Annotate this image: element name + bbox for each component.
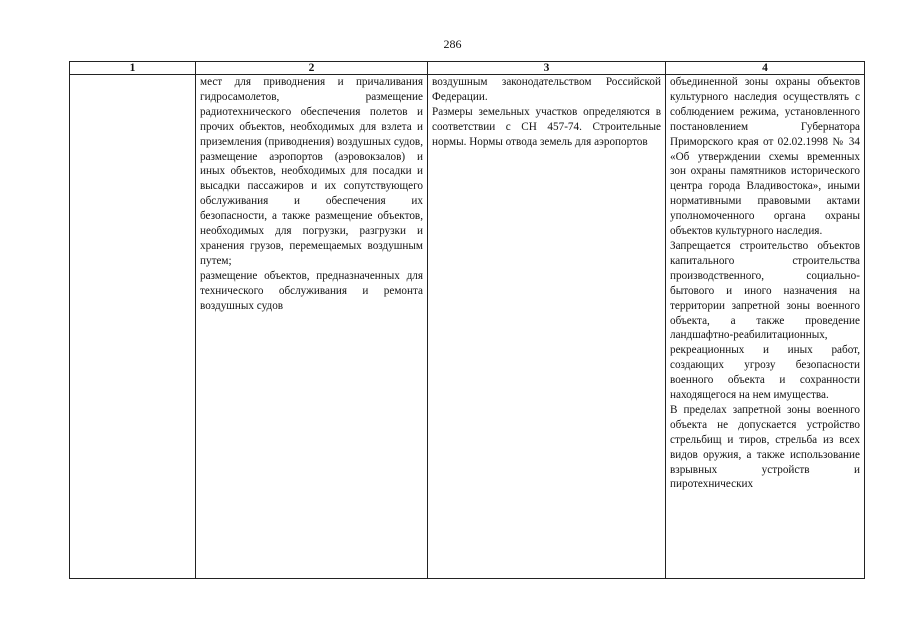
col4-paragraph: Запрещается строительство объектов капитального строительства производственного, социально-бытового и иного назначения на территории запретной зоны военного объекта, а также проведение ландшафтно-реабилитационных, рекреационных и иных работ, создающих угрозу безопасности военного объекта и сохранности находящегося на нем имущества. bbox=[670, 239, 860, 402]
cell-col1 bbox=[70, 75, 196, 579]
column-header-1: 1 bbox=[70, 62, 196, 75]
page-number: 286 bbox=[443, 37, 462, 51]
cell-col4 bbox=[666, 75, 865, 579]
column-header-2: 2 bbox=[196, 62, 428, 75]
col4-paragraph: В пределах запретной зоны военного объекта не допускается устройство стрельбищ и тиров, стрельба из всех видов оружия, а также использование взрывных устройств и пиротехнических bbox=[670, 403, 860, 491]
col3-paragraph: Размеры земельных участков определяются в соответствии с СН 457-74. Строительные нормы. Нормы отвода земель для аэропортов bbox=[432, 105, 661, 148]
col3-paragraph: воздушным законодательством Российской Федерации. bbox=[432, 76, 661, 103]
col4-paragraph: объединенной зоны охраны объектов культурного наследия осуществлять с соблюдением режима, установленного постановлением Губернатора Приморского края от 02.02.1998 № 34 «Об утверждении схемы временных зон охраны памятников исторического центра города Владивостока», иными нормативными правовыми актами уполномоченного органа охраны объектов культурного наследия. bbox=[670, 76, 860, 238]
table-row bbox=[70, 75, 865, 579]
cell-col2 bbox=[196, 75, 428, 579]
regulation-table bbox=[69, 61, 865, 579]
col2-paragraph: размещение объектов, предназначенных для технического обслуживания и ремонта воздушных судов bbox=[200, 269, 423, 312]
cell-col3 bbox=[428, 75, 666, 579]
col2-paragraph: мест для приводнения и причаливания гидросамолетов, размещение радиотехнического обеспечения полетов и прочих объектов, необходимых для взлета и приземления (приводнения) воздушных судов, размещение аэропортов (аэровокзалов) и иных объектов, необходимых для посадки и высадки пассажиров и их сопутствующего обслуживания и обеспечения их безопасности, а также размещение объектов, необходимых для погрузки, разгрузки и хранения грузов, перемещаемых воздушным путем; bbox=[200, 76, 423, 267]
header-row bbox=[70, 62, 865, 75]
column-header-3: 3 bbox=[428, 62, 666, 75]
column-header-4: 4 bbox=[666, 62, 865, 75]
